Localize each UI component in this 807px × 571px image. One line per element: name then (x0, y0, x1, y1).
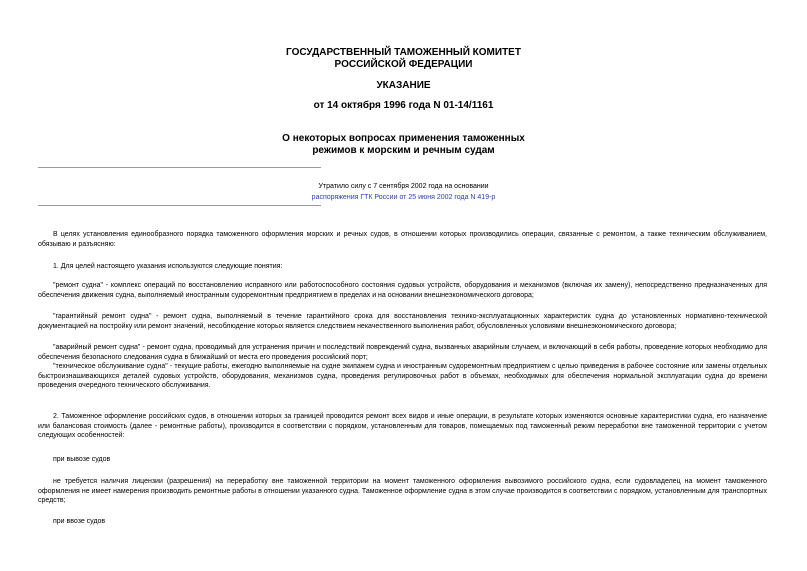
paragraph-export-heading: при вывозе судов (53, 456, 111, 463)
paragraph-def-emergency-repair: "аварийный ремонт судна" - ремонт судна, проводимый для устранения причин и последствий повреждений судна, вызванных аварийным случаем, и включающий в себя работы, проведение которых необходимо для обеспечения безопасного следования судна в ближайший от места его проведения российский порт; (38, 344, 767, 361)
paragraph-def-maintenance: "техническое обслуживание судна" - текущие работы, ежегодно выполняемые на судне экипажем судна и иностранным судоремонтным предприятием с целью приведения в рабочее состояние или замены отдельных быстроизнашивающихся деталей судовых устройств, оборудования, механизмов судна, проведения регулировочных работ в объемах, необходимых для обеспечения нормальной эксплуатации судна до времени проведения очередного технического обслуживания. (38, 363, 767, 389)
paragraph-customs-clearance: 2. Таможенное оформление российских судов, в отношении которых за границей проводится ремонт всех видов и иные операции, в результате которых изменяются основные характеристики судна, его назначение или балансовая стоимость (далее - ремонтные работы), производится в соответствии с порядком, установленным для товаров, помещаемых под таможенный режим переработки вне таможенной территории с учетом следующих особенностей: (38, 413, 767, 439)
paragraph-import-heading: при ввозе судов (53, 518, 106, 525)
organization-line-2: РОССИЙСКОЙ ФЕДЕРАЦИИ (334, 59, 473, 70)
document-subject (0, 133, 807, 157)
paragraph-export-rules: не требуется наличия лицензии (разрешения) на переработку вне таможенной территории на момент таможенного оформления вывозимого российского судна, если судовладелец на момент таможенного оформления не имеет намерения производить ремонтные работы в отношении указанного судна. Таможенное оформление судна в этом случае производится в соответствии с порядком, установленным для транспортных средств; (38, 478, 767, 504)
status-note-text: Утратило силу с 7 сентября 2002 года на основании (318, 183, 489, 190)
divider-bottom (38, 205, 321, 206)
status-note-link-line (0, 192, 807, 203)
organization-line-1: ГОСУДАРСТВЕННЫЙ ТАМОЖЕННЫЙ КОМИТЕТ (286, 47, 521, 58)
paragraph-preamble: В целях установления единообразного порядка таможенного оформления морских и речных судов, в отношении которых производились операции, связанные с ремонтом, а также техническим обслуживанием, обязываю и разъясняю: (38, 231, 767, 248)
repeal-order-link[interactable]: распоряжения ГТК России от 25 июня 2002 года N 419-р (311, 194, 496, 201)
divider-top (38, 167, 321, 168)
issuing-organization (0, 47, 807, 71)
paragraph-definitions-intro: 1. Для целей настоящего указания используются следующие понятия: (53, 263, 283, 270)
document-type: УКАЗАНИЕ (376, 80, 431, 91)
subject-line-2: режимов к морским и речным судам (312, 145, 495, 156)
paragraph-def-warranty-repair: "гарантийный ремонт судна" - ремонт судна, выполняемый в течение гарантийного срока для восстановления технико-эксплуатационных характеристик судна до установленных нормативно-технической документацией на постройку или ремонт значений, несоблюдение которых является следствием некачественного выполнения работ, обусловленных условиями внешнеэкономического договора; (38, 313, 767, 330)
document-date-number: от 14 октября 1996 года N 01-14/1161 (313, 100, 494, 111)
subject-line-1: О некоторых вопросах применения таможенных (282, 133, 525, 144)
paragraph-def-ship-repair: "ремонт судна" - комплекс операций по восстановлению исправного или работоспособного состояния судовых устройств, оборудования и механизмов (включая их замену), непосредственно предназначенных для обеспечения движения судна, выполняемый иностранным судоремонтным предприятием в пределах и на основании внешнеэкономического договора; (38, 282, 767, 299)
